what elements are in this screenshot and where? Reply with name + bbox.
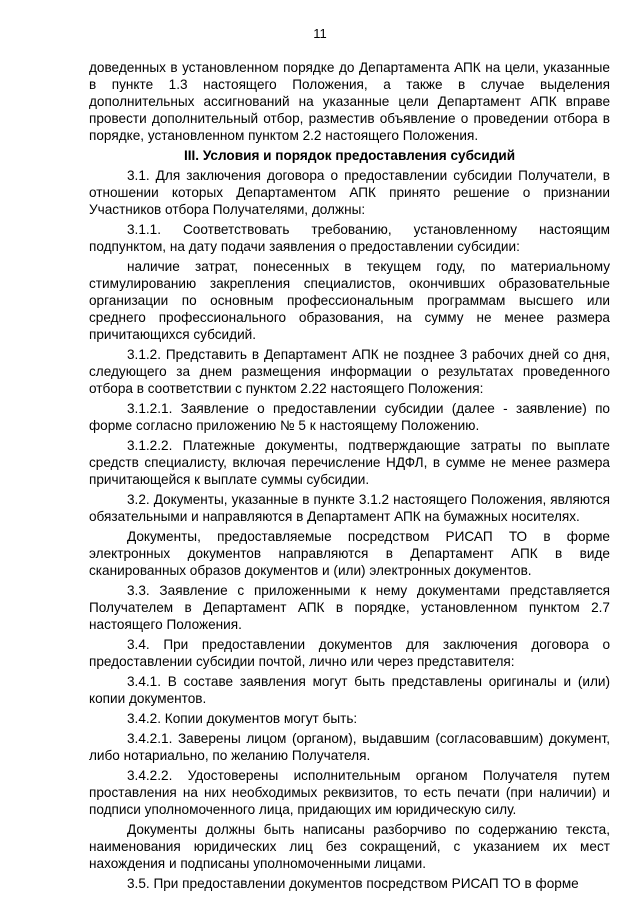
page-number: 11: [313, 26, 327, 41]
paragraph-3-1-2-2: 3.1.2.2. Платежные документы, подтверждающие затраты по выплате средств специалисту, включая перечисление НДФЛ, в сумме не менее размера причитающейся к выплате суммы субсидии.: [89, 438, 610, 487]
paragraph-electronic-documents: Документы, предоставляемые посредством РИСАП ТО в форме электронных документов направляются в Департамент АПК в виде сканированных образов документов и (или) электронных документов.: [89, 529, 610, 578]
paragraph-3-4: 3.4. При предоставлении документов для заключения договора о предоставлении субсидии почтой, лично или через представителя:: [89, 637, 610, 669]
paragraph-3-4-2: 3.4.2. Копии документов могут быть:: [127, 711, 358, 726]
opening-paragraph: доведенных в установленном порядке до Департамента АПК на цели, указанные в пункте 1.3 настоящего Положения, а также в случае выделения дополнительных ассигнований на указанные цели Департамент АПК вправе провести дополнительный отбор, разместив объявление о проведении отбора в порядке, установленном пунктом 2.2 настоящего Положения.: [89, 60, 610, 143]
section-heading: III. Условия и порядок предоставления субсидий: [183, 148, 516, 163]
paragraph-3-2: 3.2. Документы, указанные в пункте 3.1.2 настоящего Положения, являются обязательными и направляются в Департамент АПК на бумажных носителях.: [89, 492, 610, 524]
paragraph-3-1-2-1: 3.1.2.1. Заявление о предоставлении субсидии (далее - заявление) по форме согласно приложению № 5 к настоящему Положению.: [89, 401, 610, 433]
paragraph-cost-requirement: наличие затрат, понесенных в текущем году, по материальному стимулированию закрепления специалистов, окончивших образовательные организации по основным профессиональным программам высшего или среднего профессионального образования, на сумму не менее размера причитающихся субсидий.: [89, 259, 610, 342]
paragraph-document-requirements: Документы должны быть написаны разборчиво по содержанию текста, наименования юридических лиц без сокращений, с указанием их мест нахождения и подписаны уполномоченными лицами.: [89, 822, 610, 871]
paragraph-3-4-2-1: 3.4.2.1. Заверены лицом (органом), выдавшим (согласовавшим) документ, либо нотариально, по желанию Получателя.: [89, 731, 610, 763]
paragraph-3-4-2-2: 3.4.2.2. Удостоверены исполнительным органом Получателя путем проставления на них необходимых реквизитов, то есть печати (при наличии) и подписи уполномоченного лица, придающих им юридическую силу.: [89, 768, 610, 817]
paragraph-3-1-2: 3.1.2. Представить в Департамент АПК не позднее 3 рабочих дней со дня, следующего за днем размещения информации о результатах проведенного отбора в соответствии с пунктом 2.22 настоящего Положения:: [89, 347, 610, 396]
paragraph-3-4-1: 3.4.1. В составе заявления могут быть представлены оригиналы и (или) копии документов.: [89, 674, 610, 706]
paragraph-3-1-1: 3.1.1. Соответствовать требованию, установленному настоящим подпунктом, на дату подачи заявления о предоставлении субсидии:: [89, 222, 610, 254]
paragraph-3-1: 3.1. Для заключения договора о предоставлении субсидии Получатели, в отношении которых Департаментом АПК принято решение о признании Участников отбора Получателями, должны:: [89, 168, 610, 217]
paragraph-3-5: 3.5. При предоставлении документов посредством РИСАП ТО в форме: [127, 876, 579, 891]
document-body: [89, 59, 610, 895]
paragraph-3-3: 3.3. Заявление с приложенными к нему документами представляется Получателем в Департамент АПК в порядке, установленном пунктом 2.7 настоящего Положения.: [89, 583, 610, 632]
